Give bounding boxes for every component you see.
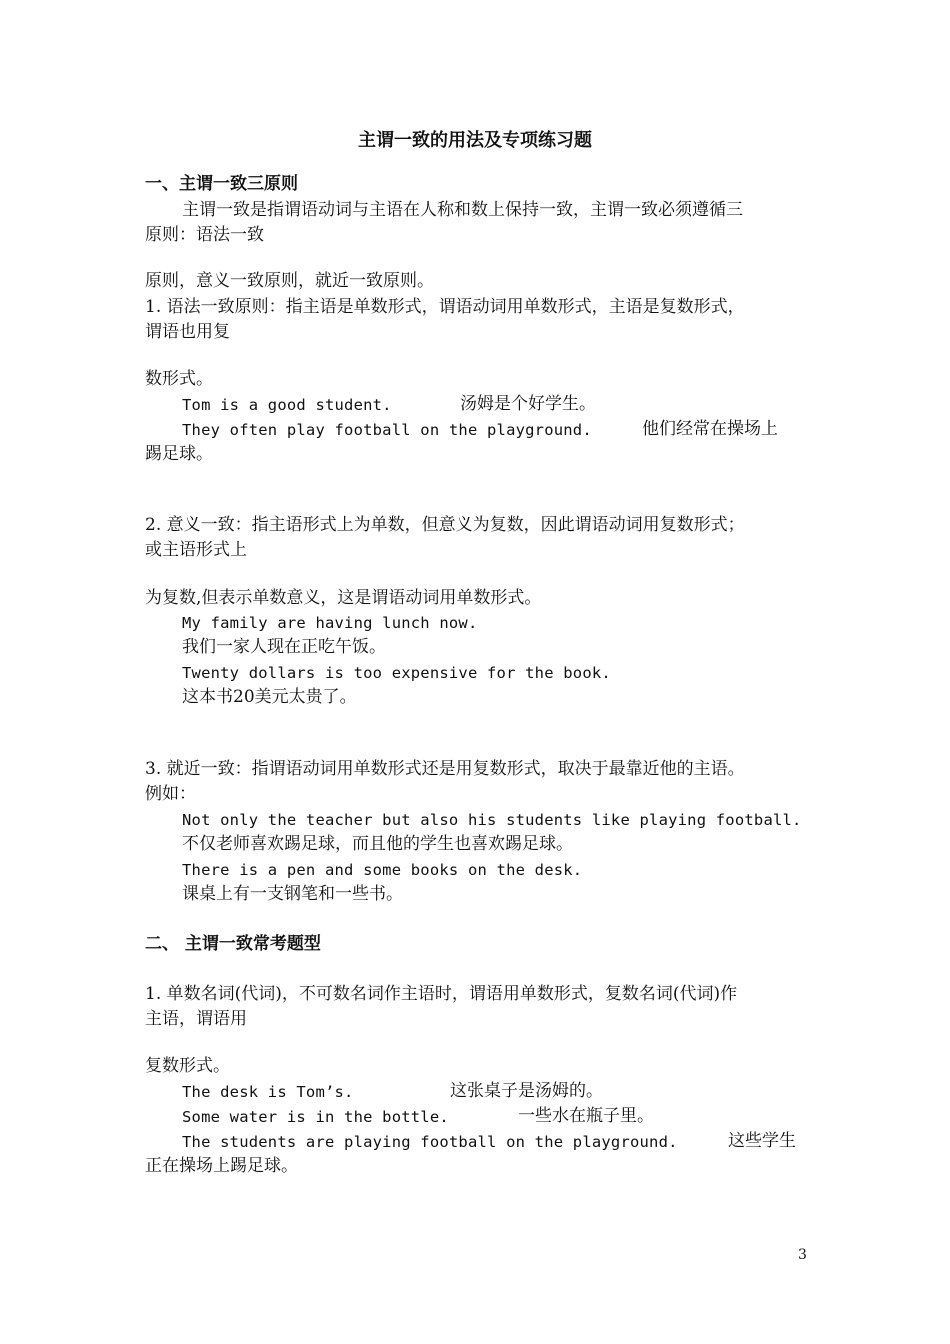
rule-1-line-b: 谓语也用复 [145,322,230,342]
example-4-english: Twenty dollars is too expensive for the book. [182,664,611,682]
document-title: 主谓一致的用法及专项练习题 [358,130,592,151]
rule-1-line-a: 1. 语法一致原则：指主语是单数形式，谓语动词用单数形式，主语是复数形式， [145,297,745,317]
rule-3-line-b: 例如： [145,784,196,804]
example-9-english: The students are playing football on the playground. [182,1133,678,1151]
example-3-english: My family are having lunch now. [182,614,478,632]
intro-line-1: 主谓一致是指谓语动词与主语在人称和数上保持一致，主谓一致必须遵循三 [182,200,743,220]
example-5-english: Not only the teacher but also his students like playing football. [182,811,802,829]
rule-2-line-c: 为复数,但表示单数意义，这是谓语动词用单数形式。 [145,588,542,608]
intro-line-3: 原则，意义一致原则，就近一致原则。 [145,271,434,291]
example-2-chinese-a: 他们经常在操场上 [642,419,778,439]
rule-2-line-b: 或主语形式上 [145,540,247,560]
item-1-line-a: 1. 单数名词(代词)，不可数名词作主语时，谓语用单数形式，复数名词(代词)作 [145,984,738,1004]
item-1-line-c: 复数形式。 [145,1056,230,1076]
example-6-chinese: 课桌上有一支钢笔和一些书。 [182,884,403,904]
example-8-english: Some water is in the bottle. [182,1108,449,1126]
rule-2-line-a: 2. 意义一致：指主语形式上为单数，但意义为复数，因此谓语动词用复数形式； [145,515,745,535]
example-4-chinese: 这本书20美元太贵了。 [182,687,357,707]
intro-line-2: 原则：语法一致 [145,225,264,245]
rule-3-line-a: 3. 就近一致：指谓语动词用单数形式还是用复数形式，取决于最靠近他的主语。 [145,759,745,779]
example-3-chinese: 我们一家人现在正吃午饭。 [182,637,386,657]
example-9-chinese-a: 这些学生 [728,1131,796,1151]
example-9-chinese-b: 正在操场上踢足球。 [145,1156,298,1176]
example-1-english: Tom is a good student. [182,396,392,414]
example-8-chinese: 一些水在瓶子里。 [518,1106,654,1126]
example-1-chinese: 汤姆是个好学生。 [460,394,596,414]
example-7-english: The desk is Tom’s. [182,1083,354,1101]
example-2-english: They often play football on the playground. [182,421,592,439]
item-1-line-b: 主语，谓语用 [145,1009,247,1029]
example-6-english: There is a pen and some books on the desk. [182,861,583,879]
rule-1-line-c: 数形式。 [145,369,213,389]
example-2-chinese-b: 踢足球。 [145,444,213,464]
section-1-heading: 一、主谓一致三原则 [145,174,298,194]
example-7-chinese: 这张桌子是汤姆的。 [450,1081,603,1101]
section-2-heading: 二、 主谓一致常考题型 [145,934,321,954]
page-number: 3 [798,1247,807,1263]
example-5-chinese: 不仅老师喜欢踢足球，而且他的学生也喜欢踢足球。 [182,834,573,854]
